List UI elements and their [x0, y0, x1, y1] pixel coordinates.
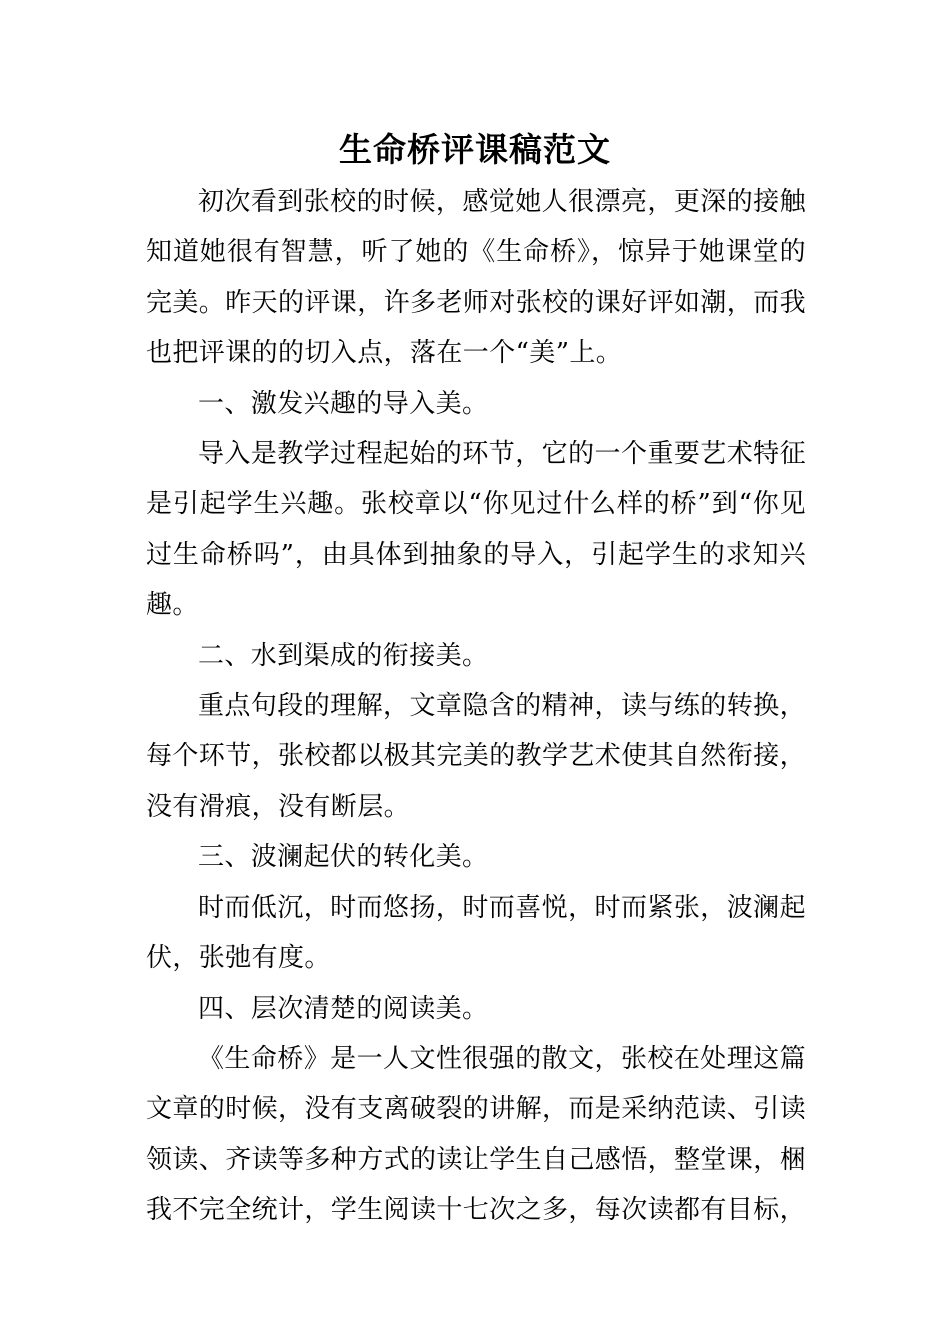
- section-heading-2: 二、水到渠成的衔接美。: [198, 640, 489, 671]
- paragraph-intro: 初次看到张校的时候，感觉她人很漂亮，更深的接触知道她很有智慧，听了她的《生命桥》，惊异于她课堂的完美。昨天的评课，许多老师对张校的课好评如潮，而我也把评课的的切入点，落在一个“美”上。: [146, 187, 807, 369]
- paragraph-section-1: 导入是教学过程起始的环节，它的一个重要艺术特征是引起学生兴趣。张校章以“你见过什么样的桥”到“你见过生命桥吗”，由具体到抽象的导入，引起学生的求知兴趣。: [146, 439, 806, 621]
- paragraph-section-4: 《生命桥》是一人文性很强的散文，张校在处理这篇文章的时候，没有支离破裂的讲解，而是采纳范读、引读领读、齐读等多种方式的读让学生自己感悟，整堂课，梱我不完全统计，学生阅读十七次之多，每次读都有目标，: [146, 1043, 807, 1226]
- section-heading-3: 三、波澜起伏的转化美。: [198, 842, 489, 873]
- paragraph-section-3: 时而低沉，时而悠扬，时而喜悦，时而紧张，波澜起伏，张弛有度。: [146, 892, 806, 974]
- section-heading-1: 一、激发兴趣的导入美。: [198, 388, 489, 419]
- section-heading-4: 四、层次清楚的阅读美。: [198, 993, 489, 1024]
- paragraph-section-2: 重点句段的理解，文章隐含的精神，读与练的转换，每个环节，张校都以极其完美的教学艺术使其自然衔接，没有滑痕，没有断层。: [146, 691, 807, 822]
- document-body: [146, 177, 806, 1236]
- document-title: 生命桥评课稿范文: [339, 130, 611, 169]
